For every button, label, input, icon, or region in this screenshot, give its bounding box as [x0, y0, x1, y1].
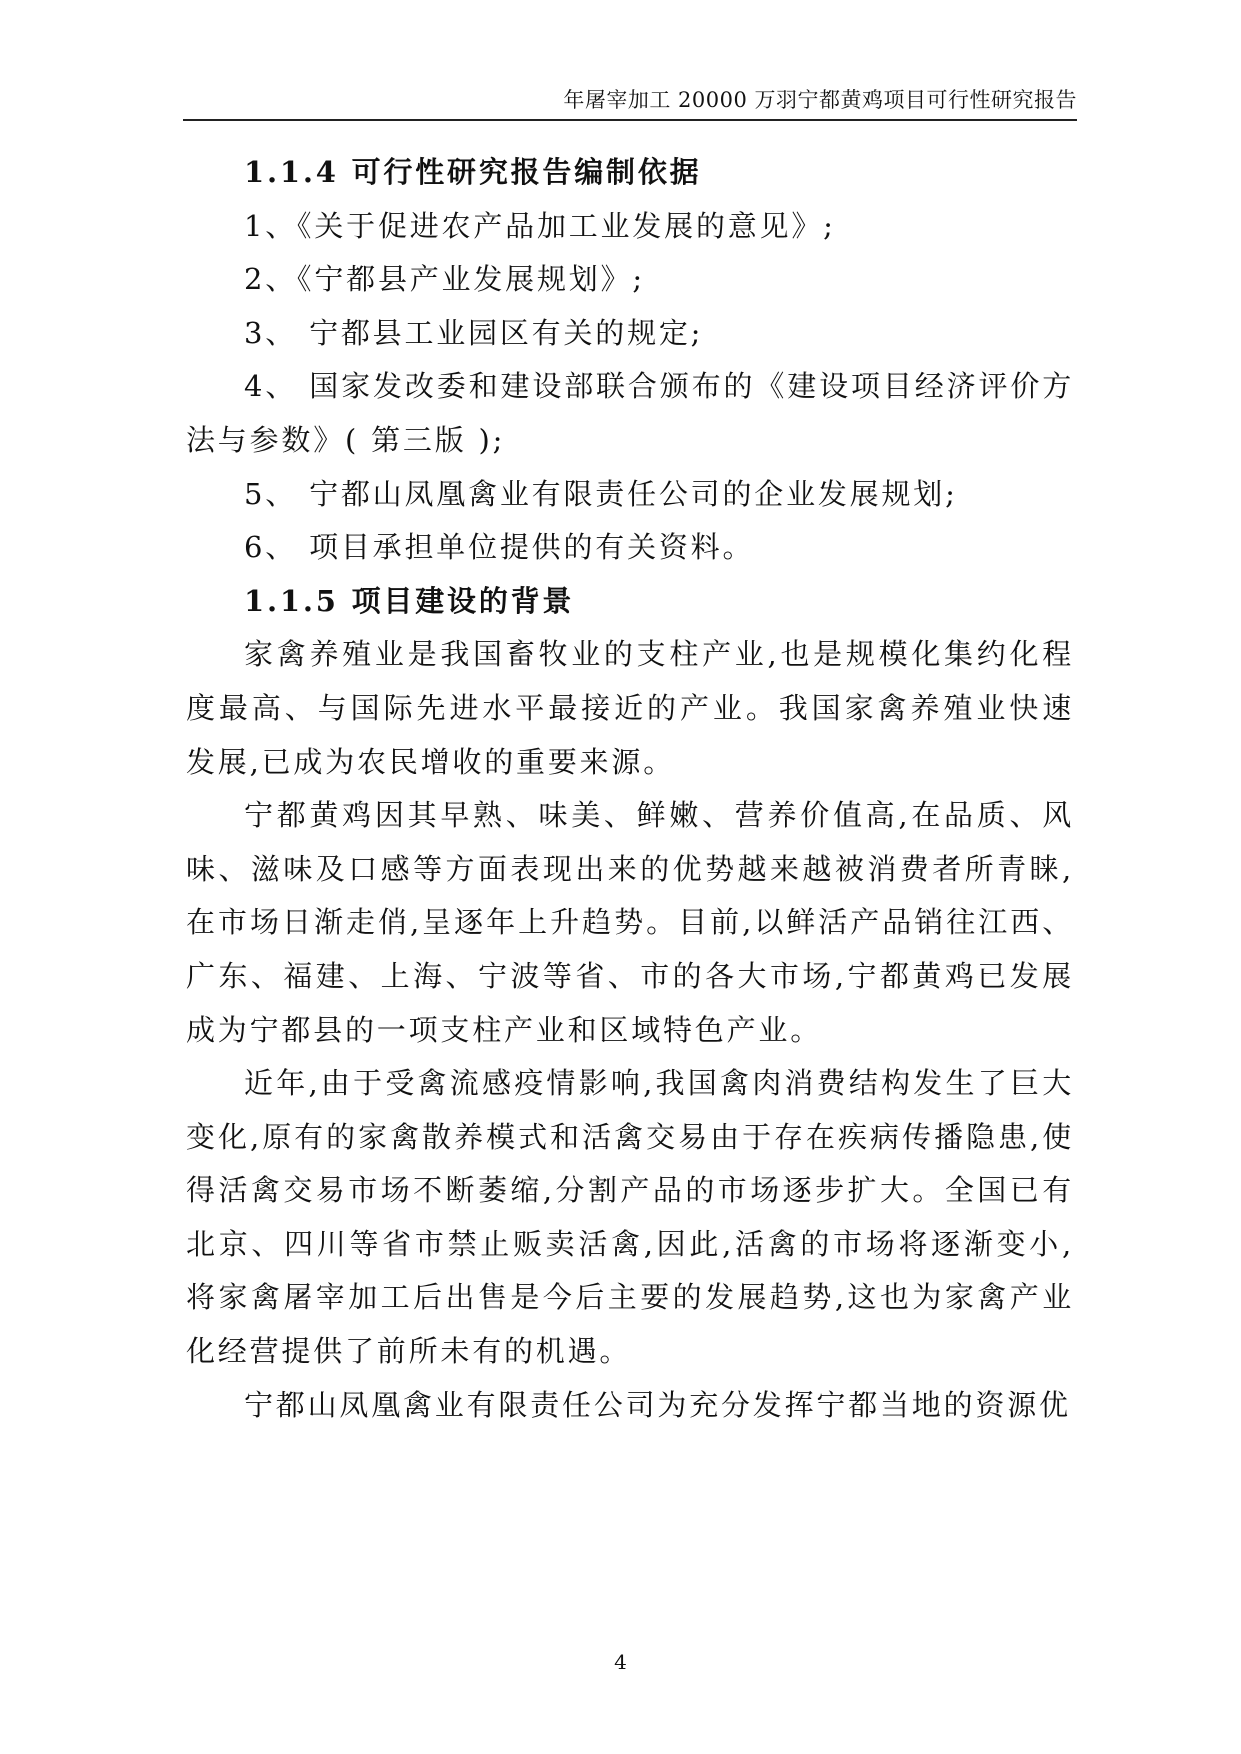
basis-item: 6、 项目承担单位提供的有关资料。	[244, 530, 755, 565]
body-paragraph: 宁都黄鸡因其早熟、味美、鲜嫩、营养价值高,在品质、风味、滋味及口感等方面表现出来的优势越来越被消费者所青睐,在市场日渐走俏,呈逐年上升趋势。目前,以鲜活产品销往江西、广东、福建、上海、宁波等省、市的各大市场,宁都黄鸡已发展成为宁都县的一项支柱产业和区域特色产业。	[186, 798, 1074, 1047]
body-paragraph: 家禽养殖业是我国畜牧业的支柱产业,也是规模化集约化程度最高、与国际先进水平最接近的产业。我国家禽养殖业快速发展,已成为农民增收的重要来源。	[186, 637, 1074, 779]
body-paragraph: 近年,由于受禽流感疫情影响,我国禽肉消费结构发生了巨大变化,原有的家禽散养模式和活禽交易由于存在疾病传播隐患,使得活禽交易市场不断萎缩,分割产品的市场逐步扩大。全国已有北京、四川等省市禁止贩卖活禽,因此,活禽的市场将逐渐变小,将家禽屠宰加工后出售是今后主要的发展趋势,这也为家禽产业化经营提供了前所未有的机遇。	[186, 1066, 1074, 1369]
basis-item: 1、《关于促进农产品加工业发展的意见》;	[244, 208, 836, 243]
section-heading: 1.1.5 项目建设的背景	[244, 583, 575, 618]
running-header: 年屠宰加工 20000 万羽宁都黄鸡项目可行性研究报告	[563, 88, 1077, 112]
basis-item: 4、 国家发改委和建设部联合颁布的《建设项目经济评价方法与参数》( 第三版 );	[186, 369, 1074, 457]
page-number: 4	[614, 1650, 627, 1674]
header-rule	[183, 119, 1077, 121]
basis-item: 5、 宁都山凤凰禽业有限责任公司的企业发展规划;	[244, 476, 958, 511]
basis-item: 3、 宁都县工业园区有关的规定;	[244, 315, 704, 350]
page-body	[186, 146, 1074, 1432]
body-paragraph: 宁都山凤凰禽业有限责任公司为充分发挥宁都当地的资源优	[244, 1387, 1071, 1422]
basis-item: 2、《宁都县产业发展规划》;	[244, 262, 645, 297]
section-heading: 1.1.4 可行性研究报告编制依据	[244, 155, 702, 189]
